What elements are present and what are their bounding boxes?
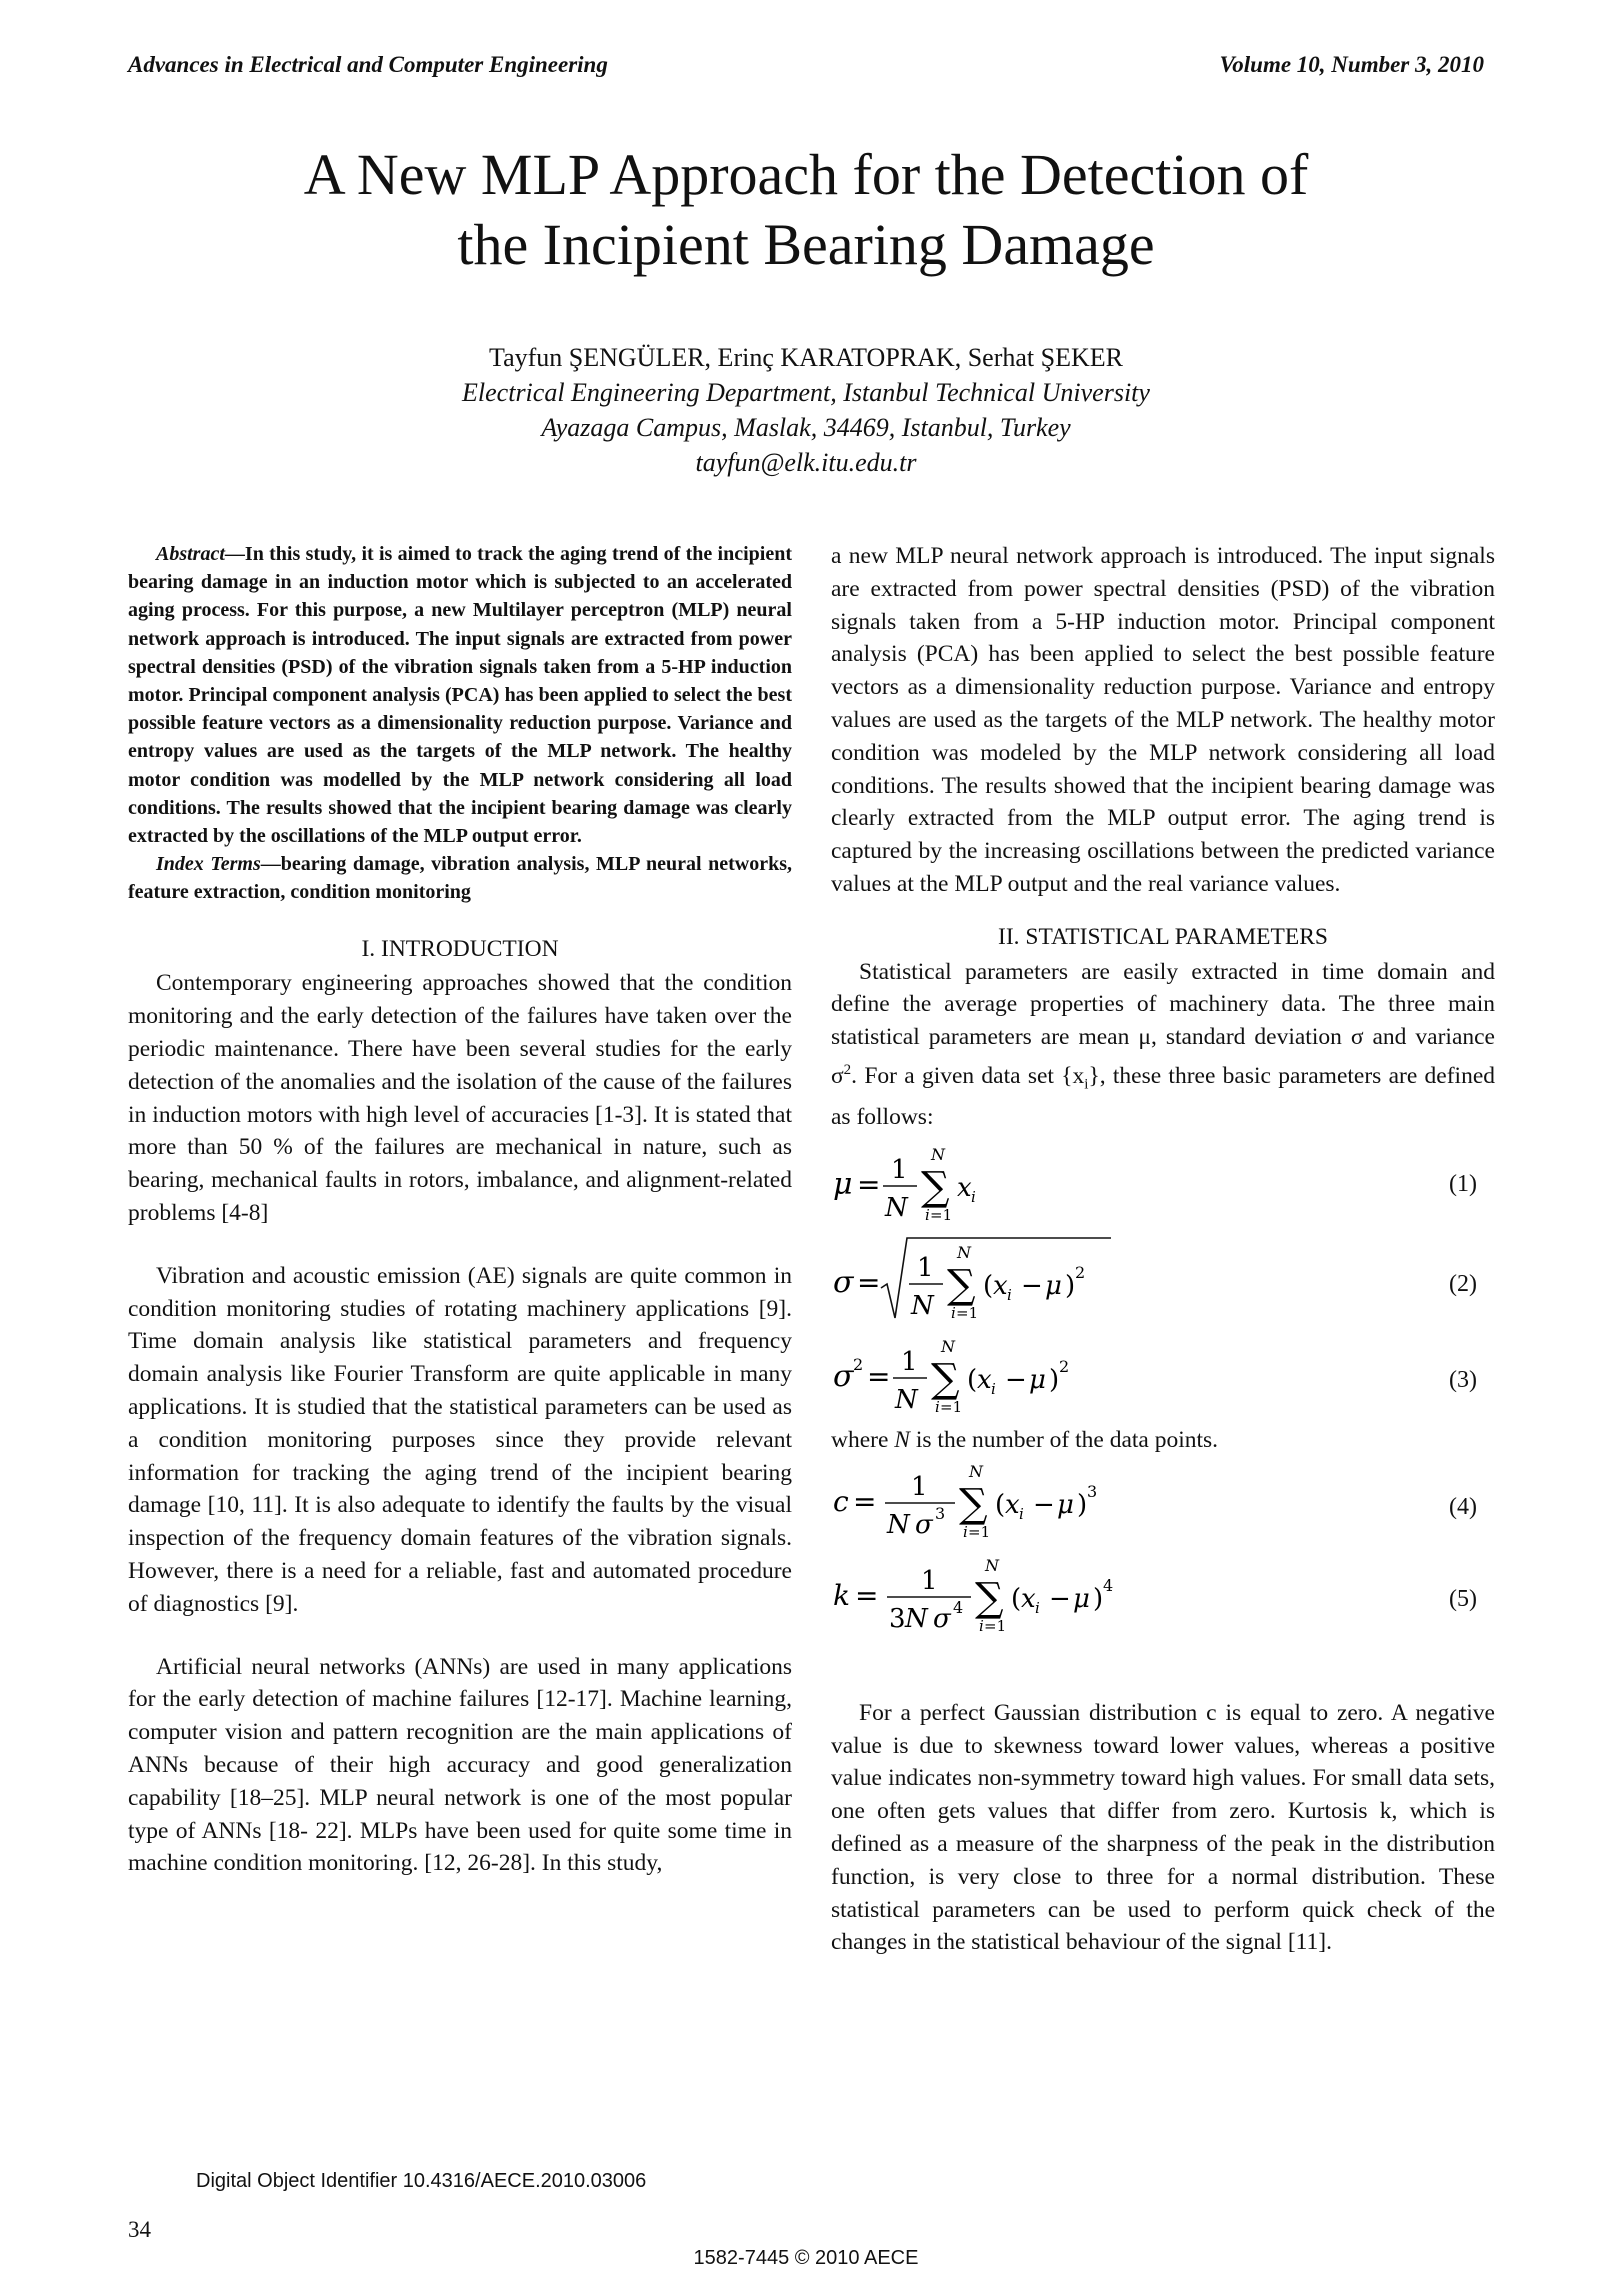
equation-number-2: (2) — [1449, 1271, 1477, 1298]
svg-text:=: = — [855, 1578, 879, 1612]
svg-text:∑: ∑ — [947, 1262, 976, 1309]
equation-mean — [831, 1138, 1495, 1230]
svg-text:): ) — [1077, 1489, 1088, 1520]
equation-kurtosis — [831, 1549, 1495, 1645]
svg-text:σ: σ — [933, 1603, 951, 1634]
svg-text:N: N — [931, 1145, 945, 1165]
equation-mean-formula — [831, 1138, 1231, 1230]
affiliation-line-2: Ayazaga Campus, Maslak, 34469, Istanbul, Turkey — [541, 413, 1071, 442]
svg-text:x: x — [1021, 1583, 1036, 1614]
svg-text:μ: μ — [1057, 1489, 1074, 1520]
svg-text:3: 3 — [1087, 1481, 1098, 1501]
svg-text:x: x — [1005, 1489, 1020, 1520]
svg-text:N: N — [957, 1243, 971, 1263]
svg-text:(: ( — [1011, 1583, 1022, 1614]
svg-text:=1: =1 — [930, 1206, 953, 1225]
svg-text:=1: =1 — [940, 1398, 963, 1417]
abstract-label: Abstract — [156, 543, 225, 565]
equation-std-dev — [831, 1230, 1495, 1330]
svg-text:1: 1 — [921, 1565, 938, 1596]
equation-variance — [831, 1330, 1495, 1424]
copyright-footer: 1582-7445 © 2010 AECE — [693, 2247, 919, 2269]
svg-text:c: c — [833, 1484, 849, 1518]
svg-text:x: x — [957, 1173, 972, 1204]
svg-text:∑: ∑ — [921, 1164, 950, 1211]
svg-text:=1: =1 — [956, 1304, 979, 1323]
intro-paragraph-3: Artificial neural networks (ANNs) are used in many applications for the early detection of machine failures [12-17]. Machine learning, computer vision and pattern recognition are the main applications of ANNs because of their high accuracy and good generalization capability [18–25]. MLP neural network is one of the most popular type of ANNs [18- 22]. MLPs have been used for quite some time in machine condition monitoring. [12, 26-28]. In this study, — [128, 1653, 792, 1877]
svg-text:i: i — [1035, 1598, 1040, 1617]
svg-text:N: N — [887, 1509, 910, 1540]
svg-text:4: 4 — [953, 1597, 964, 1617]
svg-text:1: 1 — [917, 1253, 934, 1284]
title-line-2: the Incipient Bearing Damage — [457, 212, 1155, 277]
svg-text:=: = — [857, 1266, 881, 1300]
svg-text:−: − — [1049, 1583, 1071, 1614]
section-heading-statistical: II. STATISTICAL PARAMETERS — [998, 923, 1328, 950]
svg-text:i: i — [979, 1616, 984, 1635]
svg-text:(: ( — [995, 1489, 1006, 1520]
journal-name: Advances in Electrical and Computer Engineering — [128, 52, 608, 77]
svg-text:3: 3 — [935, 1503, 946, 1523]
paper-title — [128, 140, 1484, 280]
svg-text:μ: μ — [833, 1167, 853, 1203]
author-block — [128, 340, 1484, 480]
index-terms-label: Index Terms — [156, 853, 261, 876]
svg-text:i: i — [971, 1188, 976, 1207]
svg-text:x: x — [977, 1365, 992, 1396]
svg-text:∑: ∑ — [931, 1356, 960, 1403]
index-terms — [128, 850, 792, 906]
svg-text:2: 2 — [853, 1355, 864, 1375]
svg-text:1: 1 — [901, 1347, 918, 1378]
svg-text:i: i — [951, 1304, 956, 1323]
svg-text:(: ( — [967, 1365, 978, 1396]
svg-text:): ) — [1093, 1583, 1104, 1614]
svg-text:=: = — [853, 1484, 877, 1518]
svg-text:=1: =1 — [968, 1522, 991, 1541]
svg-text:−: − — [1005, 1365, 1027, 1396]
svg-text:−: − — [1021, 1271, 1043, 1302]
stat-paragraph-1: Statistical parameters are easily extracted in time domain and define the average properties of machinery data. The three main statistical parameters are mean μ, standard deviation σ and variance $\sigma^2$. For a given data set $\{x_i\}$, these three basic parameters are defined as follows: — [831, 958, 1496, 1131]
section-heading-introduction: I. INTRODUCTION — [361, 935, 559, 962]
svg-text:=1: =1 — [984, 1616, 1007, 1635]
right-column — [831, 540, 1495, 1959]
svg-text:i: i — [935, 1398, 940, 1417]
svg-text:N: N — [895, 1385, 918, 1416]
svg-text:N: N — [885, 1193, 908, 1224]
right-paragraph-1: a new MLP neural network approach is introduced. The input signals are extracted from power spectral densities (PSD) of the vibration signals taken from a 5-HP induction motor. Principal component analysis (PCA) has been applied to select the best possible feature vectors as a dimensionality reduction purpose. Variance and entropy values are used as the targets of the MLP network. The healthy motor condition was modeled by the MLP network considering all load conditions. The results showed that the incipient bearing damage was clearly extracted from the MLP output error. The aging trend is captured by the increasing oscillations between the predicted variance values at the MLP output and the real variance values. — [831, 543, 1495, 897]
volume-info: Volume 10, Number 3, 2010 — [1219, 52, 1484, 77]
svg-text:(: ( — [983, 1271, 994, 1302]
doi-footer: Digital Object Identifier 10.4316/AECE.2010.03006 — [196, 2170, 647, 2192]
intro-paragraph-2: Vibration and acoustic emission (AE) signals are quite common in condition monitoring studies of rotating machinery applications [9]. Time domain analysis like statistical parameters and frequency domain analysis like Fourier Transform are quite applicable in many applications. It is studied that the statistical parameters can be used as a condition monitoring purposes since they provide relevant information for tracking the aging trend of the incipient bearing damage [10, 11]. It is also adequate to identify the faults by the visual inspection of the frequency domain features of the vibration signals. However, there is a need for a reliable, fast and automated procedure of diagnostics [9]. — [128, 1262, 792, 1617]
index-terms-text: —bearing damage, vibration analysis, MLP neural networks, feature extraction, condition monitoring — [128, 853, 792, 904]
svg-text:N: N — [969, 1461, 983, 1481]
stat-paragraph-2: For a perfect Gaussian distribution c is equal to zero. A negative value is due to skewness toward lower values, whereas a positive value indicates non-symmetry toward high values. For small data sets, one often gets values that differ from zero. Kurtosis k, which is defined as a measure of the sharpness of the peak in the distribution function, is very close to three for a normal distribution. These statistical parameters can be used to perform quick check of the changes in the statistical behaviour of the signal [11]. — [831, 1699, 1495, 1956]
abstract — [128, 540, 792, 850]
equation-number-4: (4) — [1449, 1493, 1477, 1520]
affiliation-line-1: Electrical Engineering Department, Istanbul Technical University — [462, 378, 1150, 407]
equation-number-5: (5) — [1449, 1585, 1477, 1612]
equation-number-1: (1) — [1449, 1171, 1477, 1198]
svg-text:x: x — [993, 1271, 1008, 1302]
svg-text:μ: μ — [1073, 1583, 1090, 1614]
svg-text:i: i — [1007, 1286, 1012, 1305]
svg-text:k: k — [833, 1578, 850, 1612]
svg-text:=: = — [857, 1168, 881, 1202]
svg-text:4: 4 — [1103, 1575, 1114, 1595]
svg-text:=: = — [867, 1360, 891, 1394]
svg-text:i: i — [991, 1380, 996, 1399]
equation-skewness — [831, 1457, 1495, 1549]
equation-number-3: (3) — [1449, 1367, 1477, 1394]
svg-text:N: N — [985, 1555, 999, 1575]
intro-paragraph-1: Contemporary engineering approaches showed that the condition monitoring and the early detection of the failures have taken over the periodic maintenance. There have been several studies for the early detection of the anomalies and the isolation of the cause of the failures in induction motors with high level of accuracies [1-3]. It is stated that more than 50 % of the failures are mechanical in nature, such as bearing, mechanical faults in rotors, imbalance, and alignment-related problems [4-8] — [128, 970, 792, 1227]
svg-text:2: 2 — [1075, 1263, 1086, 1283]
svg-text:): ) — [1049, 1365, 1060, 1396]
svg-text:σ: σ — [915, 1509, 933, 1540]
svg-text:−: − — [1033, 1489, 1055, 1520]
svg-text:1: 1 — [891, 1155, 908, 1186]
title-line-1: A New MLP Approach for the Detection of — [303, 142, 1309, 207]
svg-text:μ: μ — [1045, 1271, 1062, 1302]
author-email: tayfun@elk.itu.edu.tr — [695, 448, 917, 477]
svg-text:i: i — [963, 1522, 968, 1541]
svg-text:∑: ∑ — [959, 1480, 988, 1527]
equation-kurtosis-formula — [831, 1549, 1231, 1645]
svg-text:σ: σ — [833, 1359, 854, 1395]
where-text: where N is the number of the data points. — [831, 1427, 1219, 1454]
svg-text:2: 2 — [1059, 1357, 1070, 1377]
svg-text:3: 3 — [889, 1603, 906, 1634]
equation-skewness-formula — [831, 1457, 1231, 1549]
abstract-text: —In this study, it is aimed to track the aging trend of the incipient bearing damage in an induction motor which is subjected to an accelerated aging process. For this purpose, a new Multilayer perceptron (MLP) neural network approach is introduced. The input signals are extracted from power spectral densities (PSD) of the vibration signals taken from a 5-HP induction motor. Principal component analysis (PCA) has been applied to select the best possible feature vectors as a dimensionality reduction purpose. Variance and entropy values are used as the targets of the MLP network. The healthy motor condition was modelled by the MLP network considering all load conditions. The results showed that the incipient bearing damage was clearly extracted by the oscillations of the MLP output error. — [128, 543, 792, 848]
svg-text:σ: σ — [833, 1265, 854, 1301]
svg-text:): ) — [1065, 1271, 1076, 1302]
left-column — [128, 540, 792, 1880]
author-names: Tayfun ŞENGÜLER, Erinç KARATOPRAK, Serhat ŞEKER — [489, 343, 1123, 372]
svg-text:N: N — [905, 1603, 928, 1634]
svg-text:∑: ∑ — [975, 1574, 1004, 1621]
svg-text:N: N — [941, 1337, 955, 1357]
equation-std-dev-formula — [831, 1230, 1231, 1330]
svg-text:i: i — [1019, 1504, 1024, 1523]
svg-text:N: N — [911, 1291, 934, 1322]
page-number: 34 — [128, 2217, 151, 2242]
svg-text:1: 1 — [911, 1471, 928, 1502]
equation-variance-formula — [831, 1330, 1231, 1424]
running-header — [128, 52, 1484, 86]
svg-text:i: i — [925, 1206, 930, 1225]
svg-text:μ: μ — [1029, 1365, 1046, 1396]
